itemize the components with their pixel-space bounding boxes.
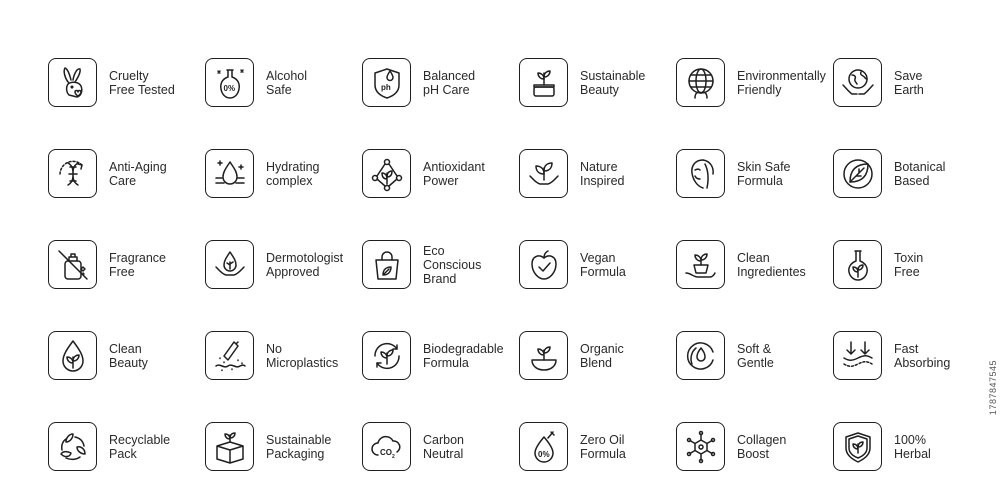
ph-shield-drop-icon bbox=[369, 65, 405, 101]
flask-leaf-icon bbox=[833, 240, 882, 289]
badge-label-line: Sustainable bbox=[266, 432, 332, 447]
hexagon-molecule-icon bbox=[683, 429, 719, 465]
badge-label bbox=[580, 160, 675, 188]
badge-label bbox=[580, 69, 675, 97]
badge-eco-conscious-brand bbox=[362, 219, 519, 310]
badge-label-line: Hydrating bbox=[266, 159, 320, 174]
badge-skin-safe-formula bbox=[676, 128, 833, 219]
badge-label bbox=[580, 342, 675, 370]
badge-soft-gentle bbox=[676, 310, 833, 401]
badge-label-line: Collagen bbox=[737, 432, 787, 447]
badge-label-line: Neutral bbox=[423, 446, 464, 461]
badge-dermatologist-approved bbox=[205, 219, 362, 310]
svg-text:ph: ph bbox=[380, 82, 391, 92]
hand-plant-pot-icon bbox=[676, 240, 725, 289]
badge-label-line: Carbon bbox=[423, 432, 464, 447]
badge-hydrating-complex bbox=[205, 128, 362, 219]
badge-no-microplastics bbox=[205, 310, 362, 401]
sprout-cycle-icon bbox=[362, 331, 411, 380]
dna-arrow-icon bbox=[48, 149, 97, 198]
badge-label-line: Formula bbox=[580, 446, 626, 461]
badge-label-line: Boost bbox=[737, 446, 769, 461]
drop-feather-circle-icon bbox=[676, 331, 725, 380]
badge-label-line: Herbal bbox=[894, 446, 931, 461]
badge-label-line: Cruelty bbox=[109, 68, 149, 83]
badge-grid bbox=[48, 37, 990, 492]
badge-label-line: Safe bbox=[266, 82, 292, 97]
badge-sustainable-packaging bbox=[205, 401, 362, 492]
badge-label-line: Pack bbox=[109, 446, 137, 461]
badge-label bbox=[894, 342, 989, 370]
badge-label bbox=[737, 342, 832, 370]
badge-label-line: Sustainable bbox=[580, 68, 646, 83]
badge-label-line: Earth bbox=[894, 82, 924, 97]
badge-label-line: Anti-Aging bbox=[109, 159, 167, 174]
badge-organic-blend bbox=[519, 310, 676, 401]
stock-id-text: 1787847545 bbox=[988, 360, 998, 416]
badge-label bbox=[423, 244, 518, 286]
badge-label-line: No bbox=[266, 341, 282, 356]
shopping-bag-leaf-icon bbox=[362, 240, 411, 289]
rabbit-heart-icon bbox=[48, 58, 97, 107]
badge-sustainable-beauty bbox=[519, 37, 676, 128]
badge-label bbox=[894, 69, 989, 97]
badge-label-line: Inspired bbox=[580, 173, 625, 188]
hands-drop-leaf-icon bbox=[212, 247, 248, 283]
perfume-crossed-icon bbox=[55, 247, 91, 283]
bottle-particles-icon bbox=[212, 338, 248, 374]
flask-leaf-icon bbox=[840, 247, 876, 283]
apple-check-icon bbox=[519, 240, 568, 289]
badge-zero-oil-formula bbox=[519, 401, 676, 492]
badge-antioxidant-power bbox=[362, 128, 519, 219]
hands-drop-leaf-icon bbox=[205, 240, 254, 289]
badge-label-line: Balanced bbox=[423, 68, 476, 83]
badge-label-line: Vegan bbox=[580, 250, 616, 265]
badge-label bbox=[737, 251, 832, 279]
box-sprout-icon bbox=[205, 422, 254, 471]
badge-label-line: Microplastics bbox=[266, 355, 339, 370]
bowl-sprout-icon bbox=[526, 338, 562, 374]
badge-clean-ingredients bbox=[676, 219, 833, 310]
badge-label bbox=[266, 433, 361, 461]
badge-label-line: Toxin bbox=[894, 250, 924, 265]
badge-label-line: Nature bbox=[580, 159, 618, 174]
badge-label-line: Beauty bbox=[109, 355, 148, 370]
badge-label-line: complex bbox=[266, 173, 313, 188]
badge-collagen-boost bbox=[676, 401, 833, 492]
badge-label bbox=[109, 251, 204, 279]
badge-label-line: Friendly bbox=[737, 82, 782, 97]
badge-label-line: Organic bbox=[580, 341, 624, 356]
badge-label bbox=[737, 160, 832, 188]
badge-alcohol-safe bbox=[205, 37, 362, 128]
badge-carbon-neutral bbox=[362, 401, 519, 492]
badge-label bbox=[266, 160, 361, 188]
flask-zero-percent-icon bbox=[205, 58, 254, 107]
badge-label-line: Environmentally bbox=[737, 68, 826, 83]
ph-shield-drop-icon bbox=[362, 58, 411, 107]
leaf-circle-icon bbox=[833, 149, 882, 198]
drop-feather-circle-icon bbox=[683, 338, 719, 374]
badge-label bbox=[423, 433, 518, 461]
badge-anti-aging-care bbox=[48, 128, 205, 219]
drop-sprout-icon bbox=[55, 338, 91, 374]
flask-zero-percent-icon bbox=[212, 65, 248, 101]
badge-save-earth bbox=[833, 37, 990, 128]
recycle-leaves-icon bbox=[55, 429, 91, 465]
badge-label-line: Alcohol bbox=[266, 68, 307, 83]
badge-label bbox=[737, 433, 832, 461]
cream-jar-sprout-icon bbox=[526, 65, 562, 101]
sprout-cycle-icon bbox=[369, 338, 405, 374]
shield-leaf-icon bbox=[833, 422, 882, 471]
badge-label bbox=[580, 433, 675, 461]
badge-label-line: Conscious bbox=[423, 257, 482, 272]
perfume-crossed-icon bbox=[48, 240, 97, 289]
badge-label-line: Fragrance bbox=[109, 250, 166, 265]
badge-clean-beauty bbox=[48, 310, 205, 401]
badge-label-line: Beauty bbox=[580, 82, 619, 97]
badge-label-line: pH Care bbox=[423, 82, 470, 97]
hands-sprout-icon bbox=[526, 156, 562, 192]
badge-label bbox=[266, 342, 361, 370]
badge-herbal-100 bbox=[833, 401, 990, 492]
badge-label-line: Antioxidant bbox=[423, 159, 485, 174]
svg-text:0%: 0% bbox=[537, 449, 550, 459]
badge-label-line: Power bbox=[423, 173, 459, 188]
badge-label-line: Clean bbox=[109, 341, 142, 356]
badge-label-line: Formula bbox=[580, 264, 626, 279]
svg-text:0%: 0% bbox=[223, 83, 235, 93]
badge-label-line: Zero Oil bbox=[580, 432, 625, 447]
shield-leaf-icon bbox=[840, 429, 876, 465]
badge-label bbox=[423, 69, 518, 97]
leaf-circle-icon bbox=[840, 156, 876, 192]
hand-plant-pot-icon bbox=[683, 247, 719, 283]
recycle-leaves-icon bbox=[48, 422, 97, 471]
badge-label bbox=[423, 160, 518, 188]
badge-label bbox=[109, 342, 204, 370]
svg-text:2: 2 bbox=[391, 453, 395, 460]
badge-biodegradable-formula bbox=[362, 310, 519, 401]
molecule-leaf-icon bbox=[369, 156, 405, 192]
rabbit-heart-icon bbox=[55, 65, 91, 101]
absorb-arrows-icon bbox=[840, 338, 876, 374]
globe-leaf-icon bbox=[683, 65, 719, 101]
svg-text:CO: CO bbox=[379, 447, 392, 457]
badge-label-line: Eco bbox=[423, 243, 445, 258]
badge-label bbox=[580, 251, 675, 279]
badge-label-line: Recyclable bbox=[109, 432, 171, 447]
badge-label bbox=[266, 251, 361, 279]
absorb-arrows-icon bbox=[833, 331, 882, 380]
co2-cloud-icon bbox=[362, 422, 411, 471]
badge-label-line: 100% bbox=[894, 432, 926, 447]
bowl-sprout-icon bbox=[519, 331, 568, 380]
water-drop-sparkle-icon bbox=[212, 156, 248, 192]
badge-label-line: Biodegradable bbox=[423, 341, 504, 356]
badge-toxin-free bbox=[833, 219, 990, 310]
hands-earth-icon bbox=[840, 65, 876, 101]
apple-check-icon bbox=[526, 247, 562, 283]
badge-label bbox=[109, 160, 204, 188]
dna-arrow-icon bbox=[55, 156, 91, 192]
badge-label-line: Free bbox=[109, 264, 135, 279]
badge-label bbox=[109, 433, 204, 461]
badge-label-line: Care bbox=[109, 173, 137, 188]
badge-label-line: Soft & bbox=[737, 341, 772, 356]
badge-label-line: Free Tested bbox=[109, 82, 175, 97]
badge-label-line: Dermotologist bbox=[266, 250, 344, 265]
hexagon-molecule-icon bbox=[676, 422, 725, 471]
badge-label-line: Skin Safe bbox=[737, 159, 791, 174]
co2-cloud-icon bbox=[369, 429, 405, 465]
badge-label bbox=[894, 160, 989, 188]
badge-fast-absorbing bbox=[833, 310, 990, 401]
badge-label bbox=[894, 433, 989, 461]
badge-label-line: Approved bbox=[266, 264, 320, 279]
badge-label-line: Gentle bbox=[737, 355, 774, 370]
bottle-particles-icon bbox=[205, 331, 254, 380]
water-drop-sparkle-icon bbox=[205, 149, 254, 198]
badge-label bbox=[109, 69, 204, 97]
badge-label-line: Brand bbox=[423, 271, 457, 286]
badge-label bbox=[423, 342, 518, 370]
hands-earth-icon bbox=[833, 58, 882, 107]
badge-label-line: Based bbox=[894, 173, 930, 188]
badge-vegan-formula bbox=[519, 219, 676, 310]
face-profile-icon bbox=[676, 149, 725, 198]
badge-label-line: Free bbox=[894, 264, 920, 279]
box-sprout-icon bbox=[212, 429, 248, 465]
badge-label bbox=[894, 251, 989, 279]
badge-label-line: Fast bbox=[894, 341, 919, 356]
badge-label-line: Formula bbox=[737, 173, 783, 188]
badge-label-line: Packaging bbox=[266, 446, 325, 461]
badge-botanical-based bbox=[833, 128, 990, 219]
badge-label-line: Absorbing bbox=[894, 355, 951, 370]
badge-environmentally-friendly bbox=[676, 37, 833, 128]
badge-label-line: Formula bbox=[423, 355, 469, 370]
badge-label-line: Save bbox=[894, 68, 923, 83]
badge-fragrance-free bbox=[48, 219, 205, 310]
molecule-leaf-icon bbox=[362, 149, 411, 198]
badge-label bbox=[266, 69, 361, 97]
badge-recyclable-pack bbox=[48, 401, 205, 492]
badge-label-line: Blend bbox=[580, 355, 612, 370]
badge-label-line: Clean bbox=[737, 250, 770, 265]
badge-label-line: Botanical bbox=[894, 159, 946, 174]
oil-drop-zero-icon bbox=[519, 422, 568, 471]
oil-drop-zero-icon bbox=[526, 429, 562, 465]
drop-sprout-icon bbox=[48, 331, 97, 380]
globe-leaf-icon bbox=[676, 58, 725, 107]
shopping-bag-leaf-icon bbox=[369, 247, 405, 283]
face-profile-icon bbox=[683, 156, 719, 192]
hands-sprout-icon bbox=[519, 149, 568, 198]
cream-jar-sprout-icon bbox=[519, 58, 568, 107]
badge-nature-inspired bbox=[519, 128, 676, 219]
badge-cruelty-free-tested bbox=[48, 37, 205, 128]
badge-label-line: Ingredientes bbox=[737, 264, 806, 279]
badge-balanced-ph-care bbox=[362, 37, 519, 128]
badge-label bbox=[737, 69, 832, 97]
